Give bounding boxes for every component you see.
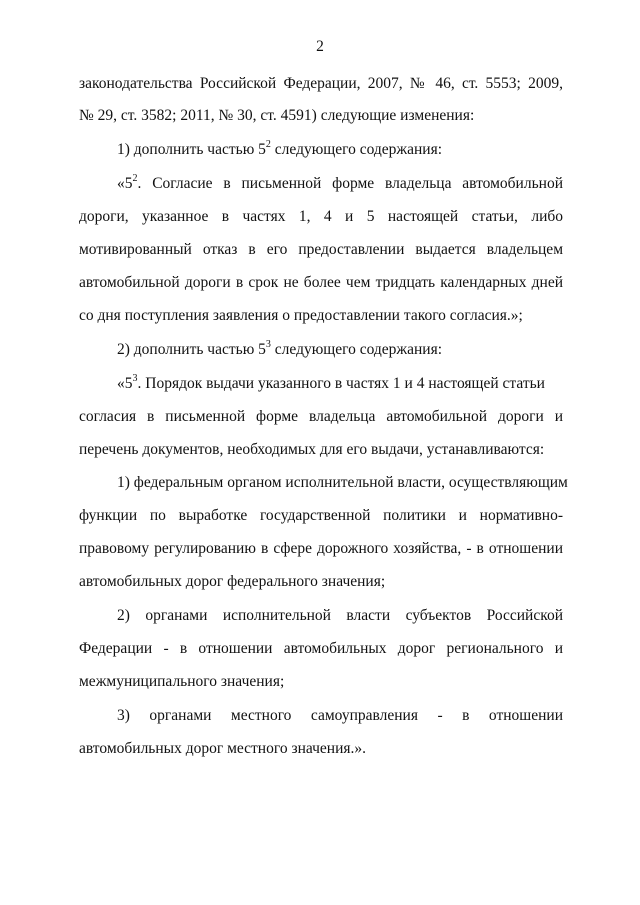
text-line: № 29, ст. 3582; 2011, № 30, ст. 4591) следующие изменения: (79, 107, 475, 124)
text-line: автомобильной дороги в срок не более чем тридцать календарных дней (79, 274, 563, 291)
text-fragment: . Согласие в письменной форме владельца автомобильной (137, 175, 563, 192)
text-fragment: следующего содержания: (270, 141, 443, 158)
text-fragment: «5 (117, 375, 133, 392)
text-fragment: . Порядок выдачи указанного в частях 1 и 4 настоящей статьи (137, 375, 545, 392)
superscript: 3 (265, 338, 271, 350)
text-line: 1) федеральным органом исполнительной власти, осуществляющим (117, 474, 568, 491)
superscript: 2 (265, 138, 271, 150)
text-line (117, 140, 442, 160)
text-line (117, 340, 442, 360)
text-line: функции по выработке государственной политики и нормативно- (79, 507, 563, 524)
page-number: 2 (316, 38, 324, 55)
text-line: со дня поступления заявления о предоставлении такого согласия.»; (79, 307, 523, 324)
text-line: перечень документов, необходимых для его выдачи, устанавливаются: (79, 441, 545, 458)
text-line: мотивированный отказ в его предоставлении выдается владельцем (79, 241, 563, 258)
text-line: законодательства Российской Федерации, 2007, № 46, ст. 5553; 2009, (79, 75, 563, 92)
text-line (117, 174, 563, 194)
text-line: правовому регулированию в сфере дорожного хозяйства, - в отношении (79, 540, 563, 557)
text-line: межмуниципального значения; (79, 673, 285, 690)
superscript: 3 (132, 372, 138, 384)
text-fragment: 1) дополнить частью 5 (117, 141, 266, 158)
text-line: согласия в письменной форме владельца автомобильной дороги и (79, 408, 563, 425)
text-line: дороги, указанное в частях 1, 4 и 5 настоящей статьи, либо (79, 208, 563, 225)
text-line: автомобильных дорог местного значения.». (79, 740, 367, 757)
text-line: автомобильных дорог федерального значения; (79, 573, 386, 590)
superscript: 2 (132, 172, 138, 184)
text-fragment: следующего содержания: (270, 341, 443, 358)
text-line: 3) органами местного самоуправления - в отношении (117, 707, 563, 724)
text-fragment: «5 (117, 175, 133, 192)
text-line (117, 374, 545, 394)
text-fragment: 2) дополнить частью 5 (117, 341, 266, 358)
text-line: Федерации - в отношении автомобильных дорог регионального и (79, 640, 563, 657)
text-line: 2) органами исполнительной власти субъектов Российской (117, 607, 563, 624)
